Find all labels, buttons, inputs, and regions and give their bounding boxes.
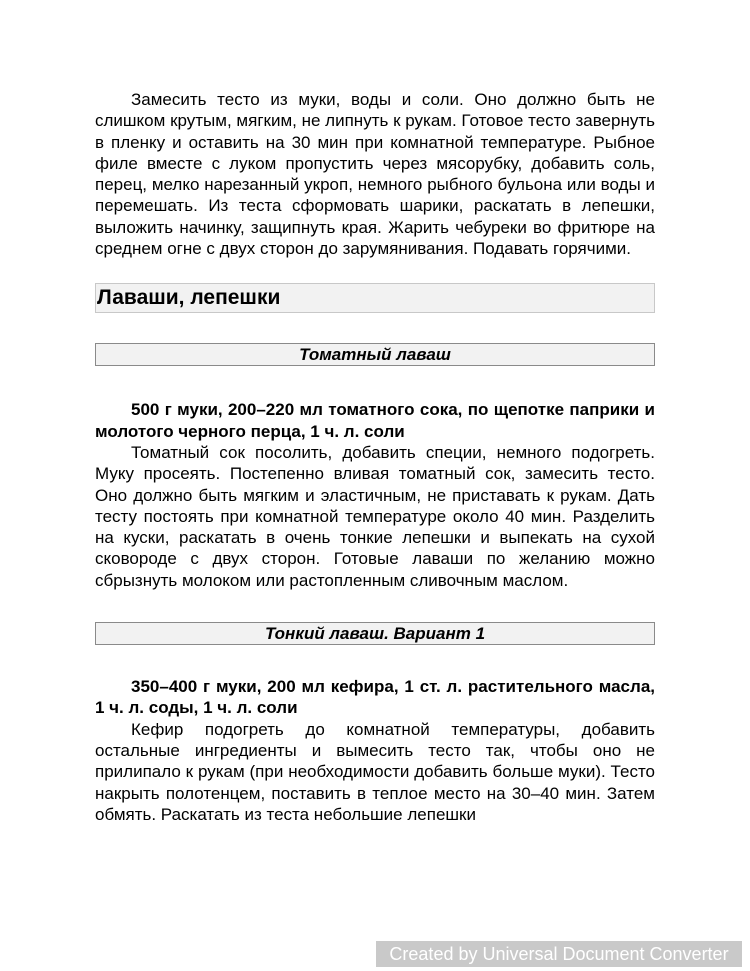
recipe-method-tomato-lavash: Томатный сок посолить, добавить специи, немного подогреть. Муку просеять. Постепенно вливая томатный сок, замесить тесто. Оно должно быть мягким и эластичным, не приставать к рукам. Дать тесту постоять при комнатной температуре около 40 мин. Разделить на куски, раскатать в очень тонкие лепешки и выпекать на сухой сковороде с двух сторон. Готовые лаваши по желанию можно сбрызнуть молоком или растопленным сливочным маслом. [95,442,655,590]
recipe-method-thin-lavash: Кефир подогреть до комнатной температуры, добавить остальные ингредиенты и вымесить тесто так, чтобы оно не прилипало к рукам (при необходимости добавить больше муки). Тесто накрыть полотенцем, поставить в теплое место на 30–40 мин. Затем обмять. Раскатать из теста небольшие лепешки [95,719,655,824]
section-heading: Лаваши, лепешки [95,283,655,313]
intro-paragraph: Замесить тесто из муки, воды и соли. Оно должно быть не слишком крутым, мягким, не липнуть к рукам. Готовое тесто завернуть в пленку и оставить на 30 мин при комнатной температуре. Рыбное филе вместе с луком пропустить через мясорубку, добавить соль, перец, мелко нарезанный укроп, немного рыбного бульона или воды и перемешать. Из теста сформовать шарики, раскатать в лепешки, выложить начинку, защипнуть края. Жарить чебуреки во фритюре на среднем огне с двух сторон до зарумянивания. Подавать горячими. [95,90,655,259]
document-page [95,89,655,825]
recipe-ingredients-tomato-lavash: 500 г муки, 200–220 мл томатного сока, по щепотке паприки и молотого черного перца, 1 ч. л. соли [95,400,655,441]
converter-watermark: Created by Universal Document Converter [376,941,742,967]
recipe-ingredients-thin-lavash: 350–400 г муки, 200 мл кефира, 1 ст. л. растительного масла, 1 ч. л. соды, 1 ч. л. соли [95,677,655,718]
recipe-title-thin-lavash: Тонкий лаваш. Вариант 1 [95,622,655,645]
recipe-title-tomato-lavash: Томатный лаваш [95,343,655,366]
